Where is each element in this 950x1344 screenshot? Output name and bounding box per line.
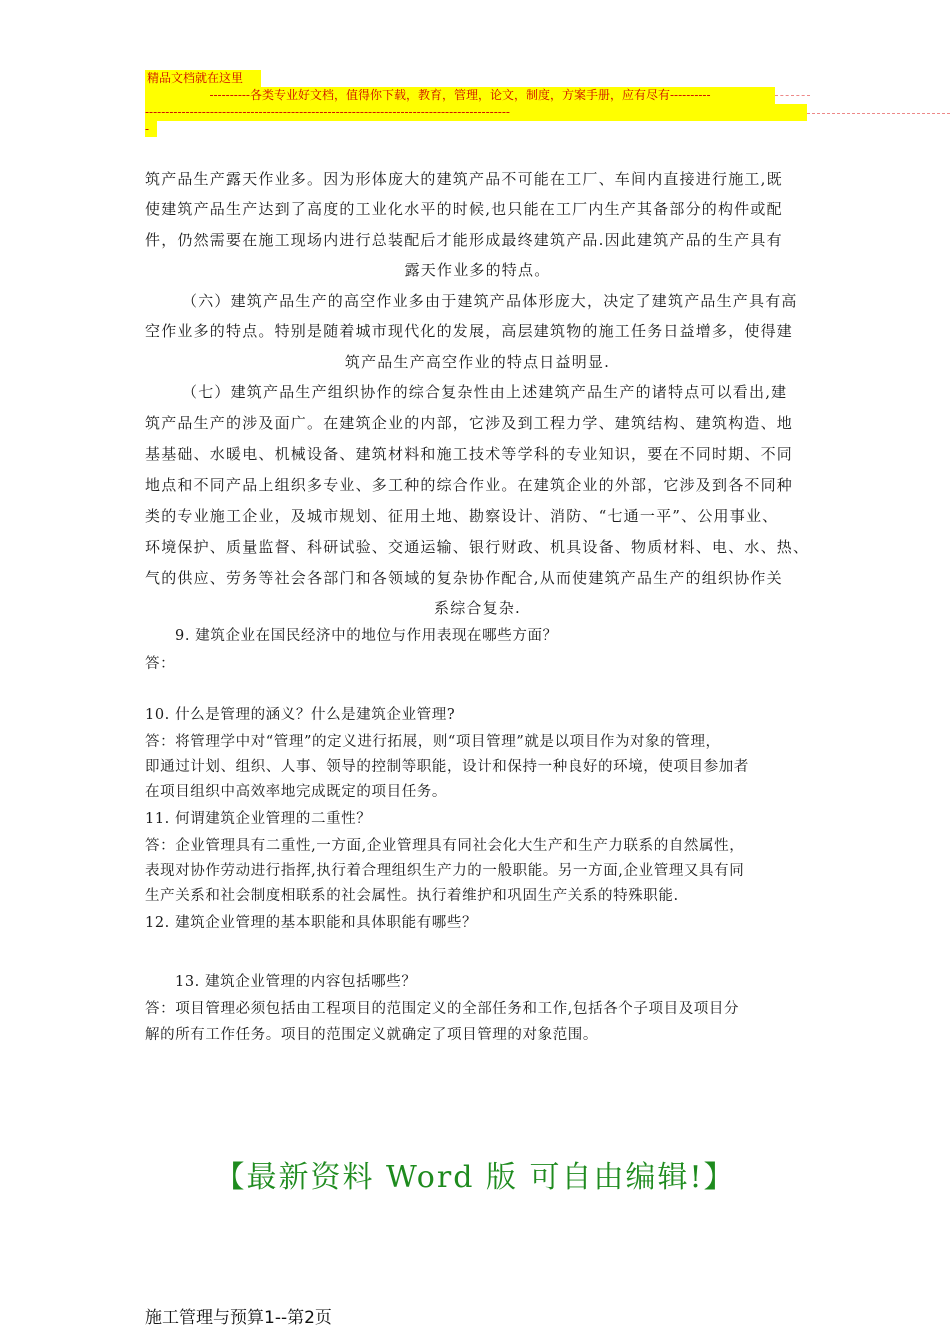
answer-11-line: 生产关系和社会制度相联系的社会属性。执行着维护和巩固生产关系的特殊职能. [145,888,679,904]
body-line: （六）建筑产品生产的高空作业多由于建筑产品体形庞大，决定了建筑产品生产具有高 [182,292,798,310]
body-line: 露天作业多的特点。 [404,261,551,279]
answer-13-line: 解的所有工作任务。项目的范围定义就确定了项目管理的对象范围。 [145,1027,598,1043]
answer-10-line: 答：将管理学中对“管理”的定义进行拓展，则“项目管理”就是以项目作为对象的管理， [145,734,721,750]
body-line: 系综合复杂. [434,599,521,617]
answer-9: 答： [145,656,176,672]
body-line: 类的专业施工企业，及城市规划、征用土地、勘察设计、消防、“七通一平”、公用事业、 [145,507,779,525]
body-line: 筑产品生产的涉及面广。在建筑企业的内部，它涉及到工程力学、建筑结构、建筑构造、地 [145,414,794,432]
answer-10-line: 即通过计划、组织、人事、领导的控制等职能，设计和保持一种良好的环境，使项目参加者 [145,759,749,775]
body-line: 空作业多的特点。特别是随着城市现代化的发展，高层建筑物的施工任务日益增多，使得建 [145,322,794,340]
banner-line-2: ----------各类专业好文档，值得你下载，教育，管理，论文，制度，方案手册，应有尽有---------- [145,87,775,104]
answer-11-line: 答：企业管理具有二重性,一方面,企业管理具有同社会化大生产和生产力联系的自然属性， [145,838,745,854]
answer-13-line: 答：项目管理必须包括由工程项目的范围定义的全部任务和工作,包括各个子项目及项目分 [145,1001,740,1017]
body-line: 地点和不同产品上组织多专业、多工种的综合作业。在建筑企业的外部，它涉及到各不同种 [145,476,794,494]
body-line: （七）建筑产品生产组织协作的综合复杂性由上述建筑产品生产的诸特点可以看出,建 [182,383,788,401]
banner-dash-divider [807,113,950,114]
body-line: 基基础、水暖电、机械设备、建筑材料和施工技术等学科的专业知识，要在不同时期、不同 [145,445,794,463]
body-line: 使建筑产品生产达到了高度的工业化水平的时候,也只能在工厂内生产其备部分的构件或配 [145,200,783,218]
body-line: 筑产品生产高空作业的特点日益明显. [344,353,611,371]
question-11: 11. 何谓建筑企业管理的二重性？ [145,811,372,827]
banner-dash-divider [775,95,810,96]
banner-line-4: - [145,121,157,137]
question-13: 13. 建筑企业管理的内容包括哪些？ [175,974,417,990]
body-line: 筑产品生产露天作业多。因为形体庞大的建筑产品不可能在工厂、车间内直接进行施工,既 [145,170,783,188]
question-10: 10. 什么是管理的涵义？什么是建筑企业管理? [145,707,456,723]
answer-11-line: 表现对协作劳动进行指挥,执行着合理组织生产力的一般职能。另一方面,企业管理又具有同 [145,863,745,879]
body-line: 气的供应、劳务等社会各部门和各领域的复杂协作配合,从而使建筑产品生产的组织协作关 [145,569,783,587]
question-12: 12. 建筑企业管理的基本职能和具体职能有哪些？ [145,915,478,931]
banner-line-1: 精品文档就在这里 [145,70,261,87]
banner-line-3: ------------------------------------------------------------------------------------------ [145,104,807,121]
page-footer: 施工管理与预算1--第2页 [145,1308,332,1328]
body-line: 件，仍然需要在施工现场内进行总装配后才能形成最终建筑产品.因此建筑产品的生产具有 [145,231,783,249]
body-line: 环境保护、质量监督、科研试验、交通运输、银行财政、机具设备、物质材料、电、水、热、 [145,538,810,556]
answer-10-line: 在项目组织中高效率地完成既定的项目任务。 [145,784,447,800]
promo-banner: 【最新资料 Word 版 可自由编辑!】 [214,1160,736,1195]
question-9: 9. 建筑企业在国民经济中的地位与作用表现在哪些方面？ [175,628,558,644]
